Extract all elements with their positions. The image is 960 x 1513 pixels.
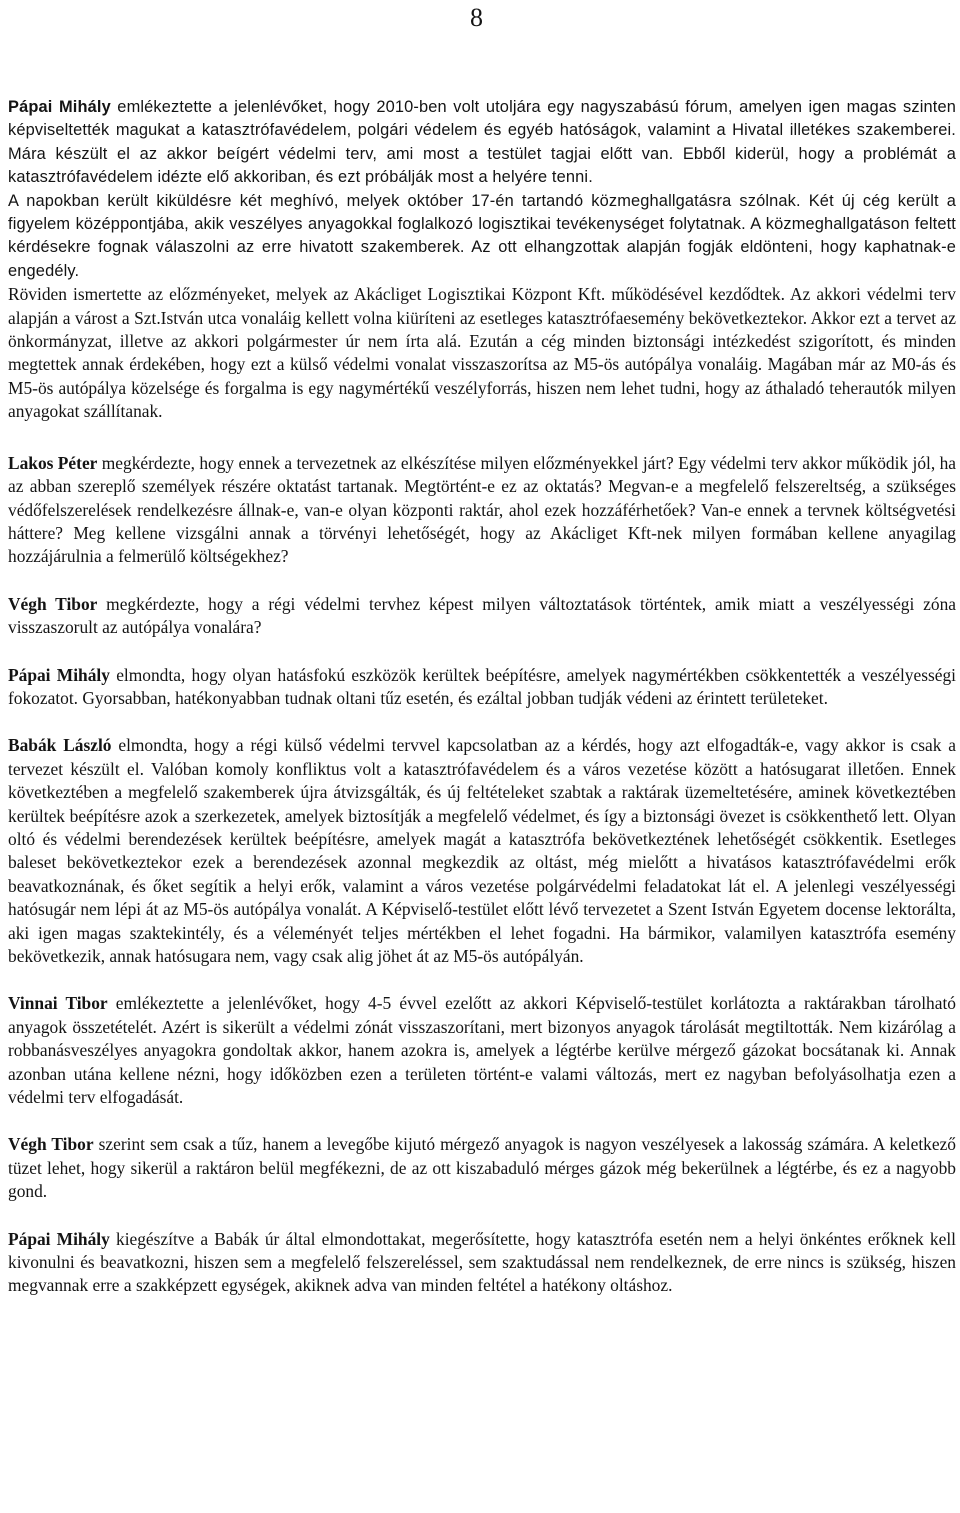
paragraph-body: emlékeztette a jelenlévőket, hogy 2010-ben volt utoljára egy nagyszabású fórum, amelyen igen magas szinten képviseltették magukat a katasztrófavédelem, polgári védelem és egyéb hatóságok, valamint a Hivatal illetékes szakemberei. Mára készült el az akkor beígért védelmi terv, ami most a testület tagjai előtt van. Ebből kiderül, hogy a problémát a katasztrófavédelem idézte elő akkoriban, és ezt próbálják most a helyére tenni. [8, 98, 956, 187]
speaker-name: Pápai Mihály [8, 1228, 110, 1249]
paragraph-vinnai [8, 992, 956, 1109]
paragraph-lakos [8, 452, 956, 569]
paragraph-text: A napokban került kiküldésre két meghívó, melyek október 17-én tartandó közmeghallgatásra szólnak. Két új cég került a figyelem középpontjába, akik veszélyes anyagokkal foglalkozó logisztikai tevékenységet folytatnak. A közmeghallgatáson feltett kérdésekre fognak válaszolni az erre hivatott szakemberek. Az ott elhangzottak alapján fogják eldönteni, hogy kaphatnak-e engedély. [8, 191, 956, 280]
speaker-name: Lakos Péter [8, 452, 98, 473]
document-body [8, 96, 956, 1322]
paragraph-babak [8, 734, 956, 968]
paragraph-body: kiegészítve a Babák úr által elmondottakat, megerősítette, hogy katasztrófa esetén nem a helyi önkéntes erőknek kell kivonulni és beavatkozni, hiszen sem a megfelelő felszereléssel, sem szaktudással nem rendelkeznek, de erre nincs is szükség, hiszen megvannak erre a szakképzett egységek, akiknek adva van minden feltétel a hatékony oltáshoz. [8, 1228, 956, 1296]
paragraph-body: emlékeztette a jelenlévőket, hogy 4-5 évvel ezelőtt az akkori Képviselő-testület korlátozta a raktárakban tárolható anyagok összetételét. Azért is sikerült a védelmi zónát visszaszorítani, mert bizonyos anyagok tárolását megtiltották. Nem kizárólag a robbanásveszélyes anyagokra gondoltak akkor, hanem azokra is, amelyek a légtérbe kerülve mérgező gázokat bocsátanak ki. Annak azonban utána kellene nézni, hogy időközben ezen a területen történt-e valami változás, mert ez nagyban befolyásolhatja ezen a védelmi terv elfogadását. [8, 993, 956, 1108]
paragraph-body: megkérdezte, hogy a régi védelmi tervhez képest milyen változtatások történtek, amik miatt a veszélyességi zóna visszaszorult az autópálya vonalára? [8, 593, 956, 638]
paragraph-body: szerint sem csak a tűz, hanem a levegőbe kijutó mérgező anyagok is nagyon veszélyesek a lakosság számára. A keletkező tüzet lehet, hogy sikerül a raktáron belül megfékezni, de az ott kiszabaduló mérges gázok még bekerülnek a légtérbe, és ez a nagyobb gond. [8, 1134, 956, 1202]
paragraph-papai-2 [8, 664, 956, 711]
speaker-name: Pápai Mihály [8, 664, 110, 685]
speaker-name: Végh Tibor [8, 593, 98, 614]
paragraph-vegh-1 [8, 593, 956, 640]
speaker-name: Pápai Mihály [8, 98, 111, 116]
speaker-name: Végh Tibor [8, 1134, 94, 1155]
paragraph-body: elmondta, hogy olyan hatásfokú eszközök kerültek beépítésre, amelyek nagymértékben csökkentették a veszélyességi fokozatot. Gyorsabban, hatékonyabban tudnak oltani tűz esetén, és ezáltal jobban tudják védeni az érintett területeket. [8, 664, 956, 708]
paragraph-body: elmondta, hogy a régi külső védelmi tervvel kapcsolatban az a kérdés, hogy azt elfogadták-e, vagy akkor is csak a tervezet készült el. Valóban komoly konfliktus volt a katasztrófavédelem és a város vezetése között a hatósugarat illetően. Ennek következtében a megfelelő szakemberek újra átvizsgálták, és új feltételeket szabtak a raktárak üzemeltetésére, aminek következtében kerültek beépítésre azok a szerkezetek, amelyek biztosítják a megfelelő védelmet, és így a biztonsági övezet is csökkenthető lett. Olyan oltó és védelmi berendezések kerültek beépítésre, amelyek magát a katasztrófa bekövetkeztének lehetőségét csökkentik. Esetleges baleset bekövetkeztekor ezek a berendezések azonnal megkezdik az oltást, még mielőtt a hivatásos katasztrófavédelmi erők beavatkoznának, és őket segítik a helyi erők, valamint a város vezetése polgárvédelmi feladatokat lát el. A jelenlegi veszélyességi hatósugár nem lépi át az M5-ös autópálya vonalát. A Képviselő-testület előtt lévő tervezetet a Szent István Egyetem docense lektorálta, aki igen magas szaktekintély, és a véleményét teljes mértékben el lehet fogadni. Ha bármikor, valamilyen katasztrófa esemény bekövetkezik, annak hatósugara nem, vagy csak alig jöhet át az M5-ös autópályán. [8, 735, 956, 966]
speaker-name: Babák László [8, 735, 112, 756]
paragraph-body: megkérdezte, hogy ennek a tervezetnek az elkészítése milyen előzményekkel járt? Egy védelmi terv akkor működik jól, ha az abban szereplő személyek részére oktatást tartanak. Megtörtént-e ez az oktatás? Megvan-e a megfelelő felszereltség, a szükséges védőfelszerelések rendelkezésre állnak-e, van-e olyan központi raktár, ahol ezek hozzáférhetőek? Van-e ennek a tervnek költségvetési háttere? Meg kellene vizsgálni annak a törvényi lehetőségét, hogy az Akácliget Kft-nek milyen formában kellene anyagilag hozzájárulnia a felmerülő költségekhez? [8, 452, 956, 567]
page-number: 8 [470, 3, 483, 32]
speaker-name: Vinnai Tibor [8, 993, 108, 1014]
paragraph-papai-1 [8, 96, 956, 424]
paragraph-vegh-2 [8, 1133, 956, 1203]
paragraph-text [8, 96, 956, 190]
paragraph-text: Röviden ismertette az előzményeket, melyek az Akácliget Logisztikai Központ Kft. működésével kezdődtek. Az akkori védelmi terv alapján a várost a Szt.István utca vonaláig kellett volna kiüríteni az esetleges katasztrófaesemény bekövetkeztekor. Akkor ezt a tervet az önkormányzat, illetve az akkori polgármester úr nem írta alá. Ezután a cég minden biztonsági intézkedést szigorított, és minden megtettek annak érdekében, hogy ezt a külső védelmi vonalat visszaszorítsa az M5-ös autópálya vonaláig. Magában már az M0-ás és M5-ös autópálya közelsége és forgalma is egy nagymértékű veszélyforrás, hiszen nem lehet tudni, hogy az áthaladó teherautók milyen anyagokat szállítanak. [8, 284, 956, 422]
paragraph-papai-3 [8, 1228, 956, 1298]
